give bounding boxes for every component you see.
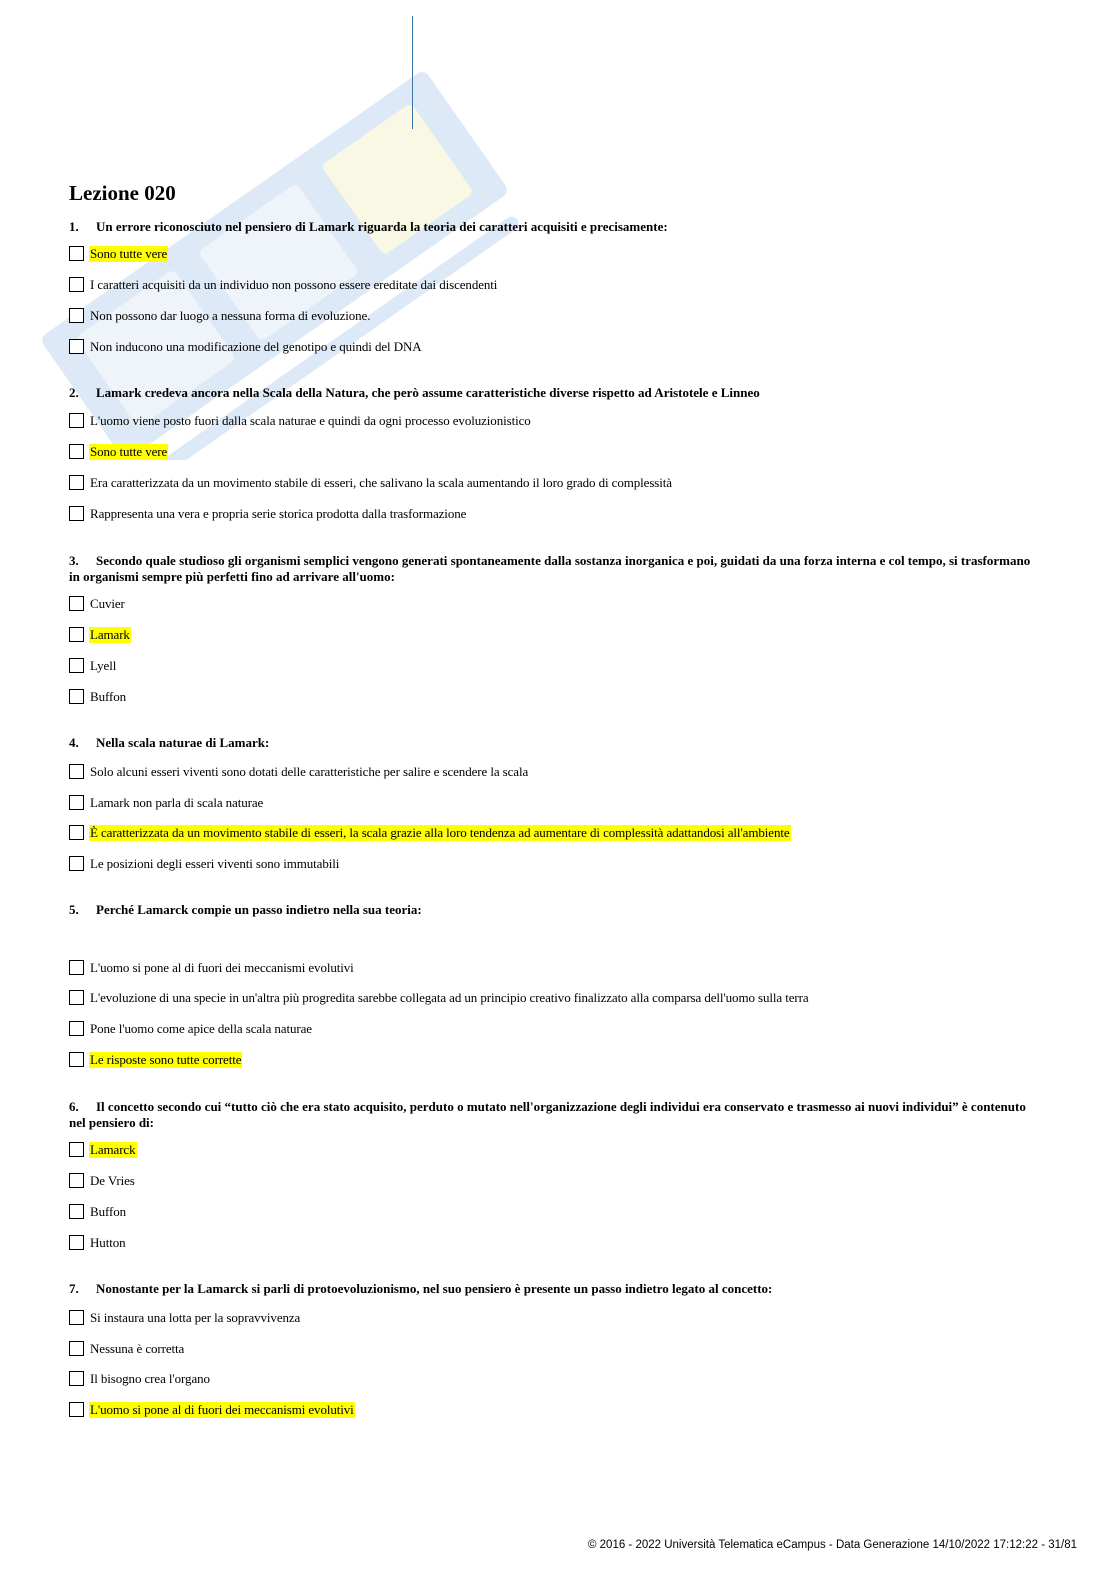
question-prompt: Nonostante per la Lamarck si parli di protoevoluzionismo, nel suo pensiero è presente un passo indietro legato al concetto: <box>96 1281 773 1296</box>
answer-label: Si instaura una lotta per la sopravvivenza <box>90 1310 301 1325</box>
answer-checkbox[interactable] <box>69 246 84 261</box>
answer-label-highlighted: Lamark <box>90 627 130 642</box>
lesson-title: Lezione 020 <box>69 181 176 205</box>
answer-checkbox[interactable] <box>69 856 84 871</box>
answer-label: Rappresenta una vera e propria serie storica prodotta dalla trasformazione <box>90 506 467 521</box>
question-prompt: Perché Lamarck compie un passo indietro nella sua teoria: <box>96 902 422 917</box>
question-number: 5. <box>69 902 79 917</box>
question-text <box>69 553 1039 584</box>
answer-label: Cuvier <box>90 596 125 611</box>
question-prompt: Il concetto secondo cui “tutto ciò che era stato acquisito, perduto o mutato nell'organizzazione degli individui era conservato e trasmesso ai nuovi individui” è contenuto nel pensiero di: <box>69 1099 1026 1130</box>
answer-label-highlighted: È caratterizzata da un movimento stabile di esseri, la scala grazie alla loro tendenza ad aumentare di complessità adattandosi all'ambiente <box>90 825 790 840</box>
question-text <box>69 1099 1039 1130</box>
answer-label: Era caratterizzata da un movimento stabile di esseri, che salivano la scala aumentando il loro grado di complessità <box>90 475 672 490</box>
answer-label: Le posizioni degli esseri viventi sono immutabili <box>90 856 340 871</box>
answer-label: Hutton <box>90 1235 126 1250</box>
answer-checkbox[interactable] <box>69 596 84 611</box>
answer-checkbox[interactable] <box>69 795 84 810</box>
answer-label: Lyell <box>90 658 117 673</box>
answer-label: Non inducono una modificazione del genotipo e quindi del DNA <box>90 339 422 354</box>
answer-label: Il bisogno crea l'organo <box>90 1371 210 1386</box>
page-footer: © 2016 - 2022 Università Telematica eCampus - Data Generazione 14/10/2022 17:12:22 - 31/81 <box>587 1539 1077 1551</box>
answer-label: Nessuna è corretta <box>90 1341 185 1356</box>
answer-checkbox[interactable] <box>69 277 84 292</box>
question-number: 7. <box>69 1281 79 1296</box>
answer-checkbox[interactable] <box>69 308 84 323</box>
answer-checkbox[interactable] <box>69 1310 84 1325</box>
answer-checkbox[interactable] <box>69 990 84 1005</box>
answer-label: Solo alcuni esseri viventi sono dotati delle caratteristiche per salire e scendere la scala <box>90 764 529 779</box>
question-number: 4. <box>69 735 79 750</box>
answer-label: Buffon <box>90 689 126 704</box>
question-text <box>69 219 1039 235</box>
answer-checkbox[interactable] <box>69 1341 84 1356</box>
question-prompt: Secondo quale studioso gli organismi semplici vengono generati spontaneamente dalla sostanza inorganica e poi, guidati da una forza interna e col tempo, si trasformano in organismi sempre più perfetti fino ad arrivare all'uomo: <box>69 553 1031 584</box>
answer-checkbox[interactable] <box>69 825 84 840</box>
answer-label-highlighted: L'uomo si pone al di fuori dei meccanismi evolutivi <box>90 1402 354 1417</box>
answer-label: L'uomo viene posto fuori dalla scala naturae e quindi da ogni processo evoluzionistico <box>90 413 531 428</box>
answer-label-highlighted: Lamarck <box>90 1142 136 1157</box>
question-number: 1. <box>69 219 79 234</box>
answer-checkbox[interactable] <box>69 1402 84 1417</box>
answer-checkbox[interactable] <box>69 1173 84 1188</box>
answer-checkbox[interactable] <box>69 475 84 490</box>
answer-checkbox[interactable] <box>69 1204 84 1219</box>
answer-label: De Vries <box>90 1173 135 1188</box>
answer-label: L'evoluzione di una specie in un'altra più progredita sarebbe collegata ad un principio creativo finalizzato alla comparsa dell'uomo sulla terra <box>90 990 809 1005</box>
answer-label: L'uomo si pone al di fuori dei meccanismi evolutivi <box>90 960 354 975</box>
answer-label: Pone l'uomo come apice della scala naturae <box>90 1021 312 1036</box>
answer-checkbox[interactable] <box>69 1142 84 1157</box>
question-number: 3. <box>69 553 79 568</box>
answer-checkbox[interactable] <box>69 658 84 673</box>
question-text <box>69 902 1039 918</box>
question-number: 2. <box>69 385 79 400</box>
answer-checkbox[interactable] <box>69 1235 84 1250</box>
question-prompt: Lamark credeva ancora nella Scala della Natura, che però assume caratteristiche diverse rispetto ad Aristotele e Linneo <box>96 385 760 400</box>
question-prompt: Nella scala naturae di Lamark: <box>96 735 270 750</box>
answer-label-highlighted: Sono tutte vere <box>90 444 168 459</box>
answer-checkbox[interactable] <box>69 444 84 459</box>
answer-checkbox[interactable] <box>69 413 84 428</box>
answer-checkbox[interactable] <box>69 339 84 354</box>
answer-checkbox[interactable] <box>69 1052 84 1067</box>
question-text <box>69 385 1039 401</box>
answer-checkbox[interactable] <box>69 960 84 975</box>
question-text <box>69 735 1039 751</box>
answer-checkbox[interactable] <box>69 1371 84 1386</box>
answer-label: Buffon <box>90 1204 126 1219</box>
answer-label-highlighted: Le risposte sono tutte corrette <box>90 1052 242 1067</box>
question-prompt: Un errore riconosciuto nel pensiero di Lamark riguarda la teoria dei caratteri acquisiti e precisamente: <box>96 219 668 234</box>
answer-label: Non possono dar luogo a nessuna forma di evoluzione. <box>90 308 371 323</box>
answer-checkbox[interactable] <box>69 506 84 521</box>
question-number: 6. <box>69 1099 79 1114</box>
answer-checkbox[interactable] <box>69 689 84 704</box>
answer-label: Lamark non parla di scala naturae <box>90 795 264 810</box>
answer-checkbox[interactable] <box>69 1021 84 1036</box>
answer-checkbox[interactable] <box>69 764 84 779</box>
answer-label-highlighted: Sono tutte vere <box>90 246 168 261</box>
answer-label: I caratteri acquisiti da un individuo non possono essere ereditate dai discendenti <box>90 277 498 292</box>
answer-checkbox[interactable] <box>69 627 84 642</box>
question-text <box>69 1281 1039 1297</box>
